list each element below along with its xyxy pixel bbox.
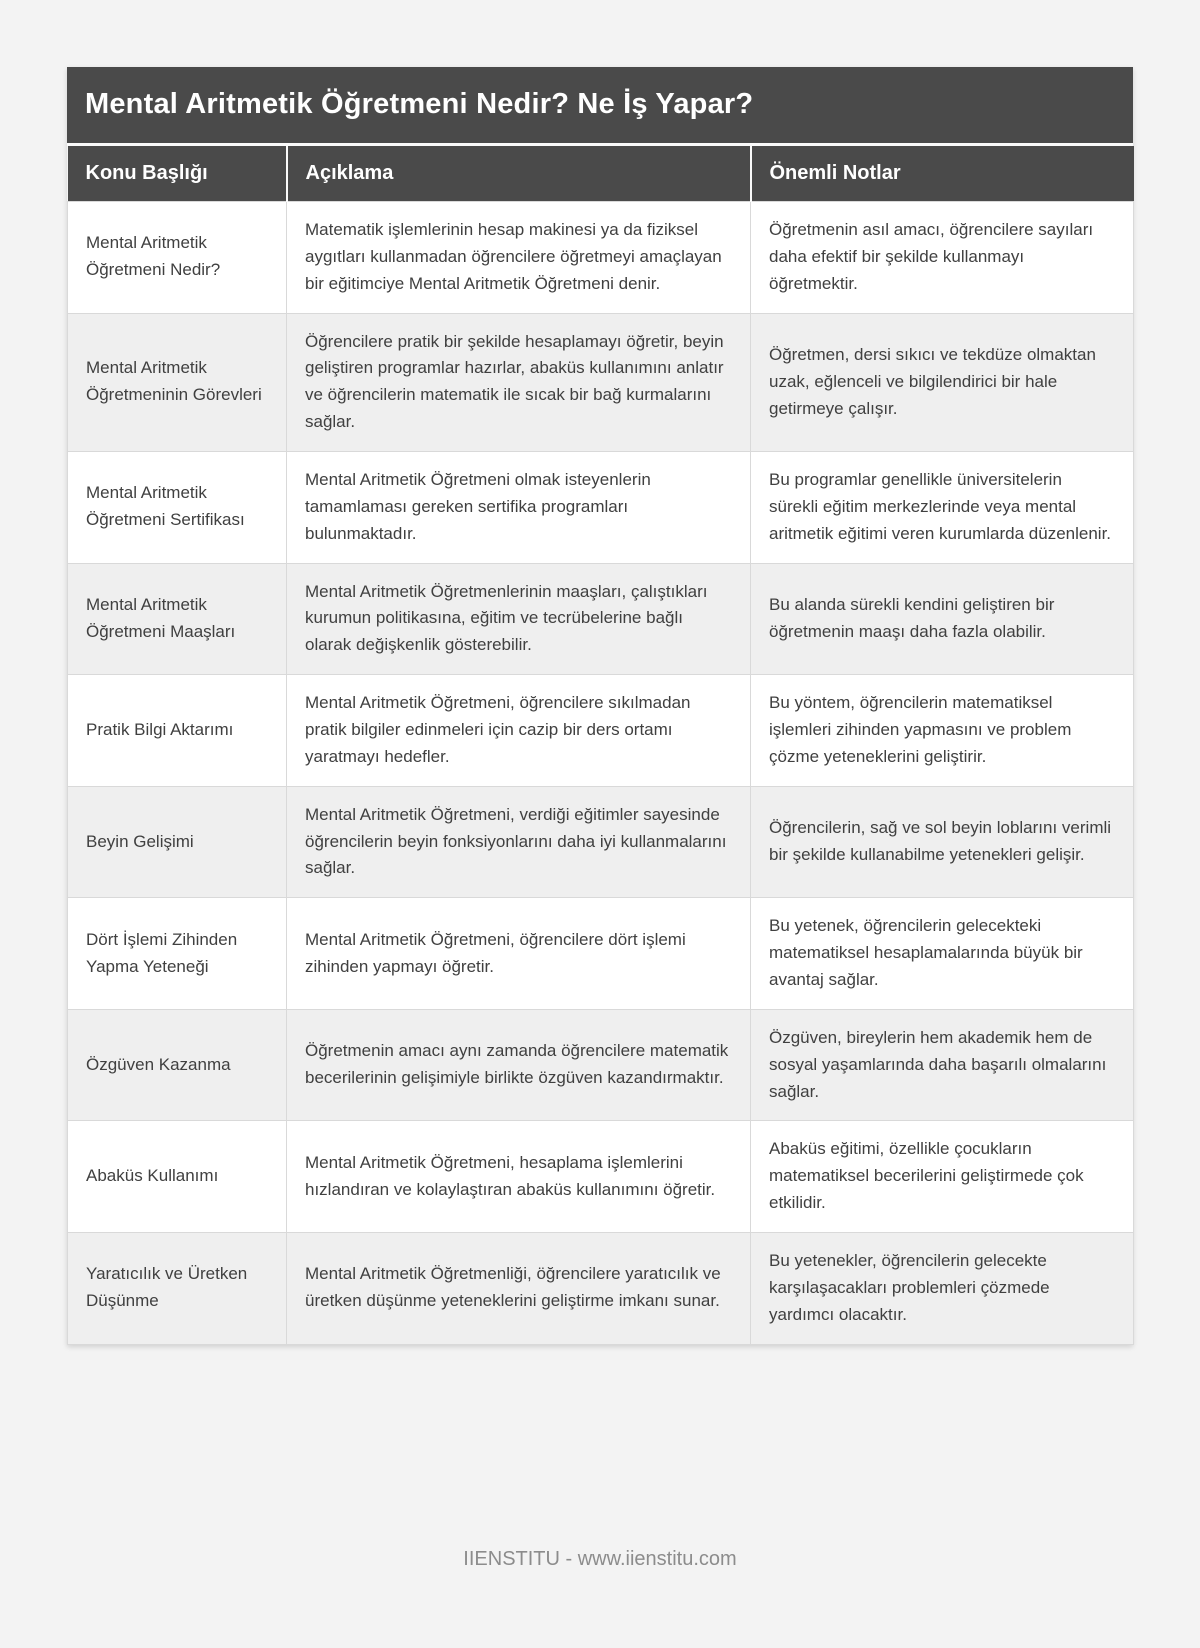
- row-notes-cell: Özgüven, bireylerin hem akademik hem de sosyal yaşamlarında daha başarılı olmalarını sağlar.: [751, 1009, 1134, 1121]
- row-topic-cell: Pratik Bilgi Aktarımı: [68, 675, 287, 787]
- row-notes-cell: Bu programlar genellikle üniversitelerin sürekli eğitim merkezlerinde veya mental aritmetik eğitimi veren kurumlarda düzenlenir.: [751, 452, 1134, 564]
- row-topic-cell: Abaküs Kullanımı: [68, 1121, 287, 1233]
- footer-credit: IIENSTITU - www.iienstitu.com: [463, 1548, 737, 1570]
- table-row: [68, 1009, 1134, 1121]
- column-header-description: Açıklama: [287, 146, 751, 202]
- row-notes-cell: Bu yetenek, öğrencilerin gelecekteki matematiksel hesaplamalarında büyük bir avantaj sağlar.: [751, 898, 1134, 1010]
- row-notes-cell: Öğretmen, dersi sıkıcı ve tekdüze olmaktan uzak, eğlenceli ve bilgilendirici bir hale getirmeye çalışır.: [751, 313, 1134, 451]
- row-topic-cell: Mental Aritmetik Öğretmeni Maaşları: [68, 563, 287, 675]
- table-row: [68, 1233, 1134, 1345]
- table-body: [68, 202, 1134, 1345]
- table-row: [68, 898, 1134, 1010]
- row-topic-cell: Beyin Gelişimi: [68, 786, 287, 898]
- row-description-cell: Öğretmenin amacı aynı zamanda öğrencilere matematik becerilerinin gelişimiyle birlikte özgüven kazandırmaktır.: [287, 1009, 751, 1121]
- row-description-cell: Matematik işlemlerinin hesap makinesi ya da fiziksel aygıtları kullanmadan öğrencilere öğretmeyi amaçlayan bir eğitimciye Mental Aritmetik Öğretmeni denir.: [287, 202, 751, 314]
- row-topic-cell: Yaratıcılık ve Üretken Düşünme: [68, 1233, 287, 1345]
- column-header-notes: Önemli Notlar: [751, 146, 1134, 202]
- row-topic-cell: Mental Aritmetik Öğretmeni Sertifikası: [68, 452, 287, 564]
- row-description-cell: Öğrencilere pratik bir şekilde hesaplamayı öğretir, beyin geliştiren programlar hazırlar, abaküs kullanımını anlatır ve öğrencilerin matematik ile sıcak bir bağ kurmalarını sağlar.: [287, 313, 751, 451]
- row-description-cell: Mental Aritmetik Öğretmeni olmak isteyenlerin tamamlaması gereken sertifika programları bulunmaktadır.: [287, 452, 751, 564]
- row-notes-cell: Abaküs eğitimi, özellikle çocukların matematiksel becerilerini geliştirmede çok etkilidir.: [751, 1121, 1134, 1233]
- row-description-cell: Mental Aritmetik Öğretmenlerinin maaşları, çalıştıkları kurumun politikasına, eğitim ve tecrübelerine bağlı olarak değişkenlik gösterebilir.: [287, 563, 751, 675]
- row-notes-cell: Öğretmenin asıl amacı, öğrencilere sayıları daha efektif bir şekilde kullanmayı öğretmektir.: [751, 202, 1134, 314]
- row-notes-cell: Öğrencilerin, sağ ve sol beyin loblarını verimli bir şekilde kullanabilme yetenekleri gelişir.: [751, 786, 1134, 898]
- row-notes-cell: Bu yetenekler, öğrencilerin gelecekte karşılaşacakları problemleri çözmede yardımcı olacaktır.: [751, 1233, 1134, 1345]
- row-notes-cell: Bu alanda sürekli kendini geliştiren bir öğretmenin maaşı daha fazla olabilir.: [751, 563, 1134, 675]
- row-description-cell: Mental Aritmetik Öğretmeni, hesaplama işlemlerini hızlandıran ve kolaylaştıran abaküs kullanımını öğretir.: [287, 1121, 751, 1233]
- row-topic-cell: Dört İşlemi Zihinden Yapma Yeteneği: [68, 898, 287, 1010]
- table-row: [68, 452, 1134, 564]
- row-topic-cell: Özgüven Kazanma: [68, 1009, 287, 1121]
- row-description-cell: Mental Aritmetik Öğretmeni, öğrencilere sıkılmadan pratik bilgiler edinmeleri için cazip bir ders ortamı yaratmayı hedefler.: [287, 675, 751, 787]
- column-header-topic: Konu Başlığı: [68, 146, 287, 202]
- document-card: [67, 67, 1133, 1345]
- table-row: [68, 313, 1134, 451]
- row-description-cell: Mental Aritmetik Öğretmenliği, öğrencilere yaratıcılık ve üretken düşünme yeteneklerini geliştirme imkanı sunar.: [287, 1233, 751, 1345]
- table-row: [68, 675, 1134, 787]
- table-header-row: [68, 146, 1134, 202]
- row-topic-cell: Mental Aritmetik Öğretmeninin Görevleri: [68, 313, 287, 451]
- table-row: [68, 563, 1134, 675]
- row-notes-cell: Bu yöntem, öğrencilerin matematiksel işlemleri zihinden yapmasını ve problem çözme yeteneklerini geliştirir.: [751, 675, 1134, 787]
- row-description-cell: Mental Aritmetik Öğretmeni, verdiği eğitimler sayesinde öğrencilerin beyin fonksiyonlarını daha iyi kullanmalarını sağlar.: [287, 786, 751, 898]
- info-table: [67, 146, 1134, 1345]
- table-row: [68, 786, 1134, 898]
- page-title: Mental Aritmetik Öğretmeni Nedir? Ne İş Yapar?: [67, 67, 1133, 146]
- table-row: [68, 1121, 1134, 1233]
- table-row: [68, 202, 1134, 314]
- row-topic-cell: Mental Aritmetik Öğretmeni Nedir?: [68, 202, 287, 314]
- row-description-cell: Mental Aritmetik Öğretmeni, öğrencilere dört işlemi zihinden yapmayı öğretir.: [287, 898, 751, 1010]
